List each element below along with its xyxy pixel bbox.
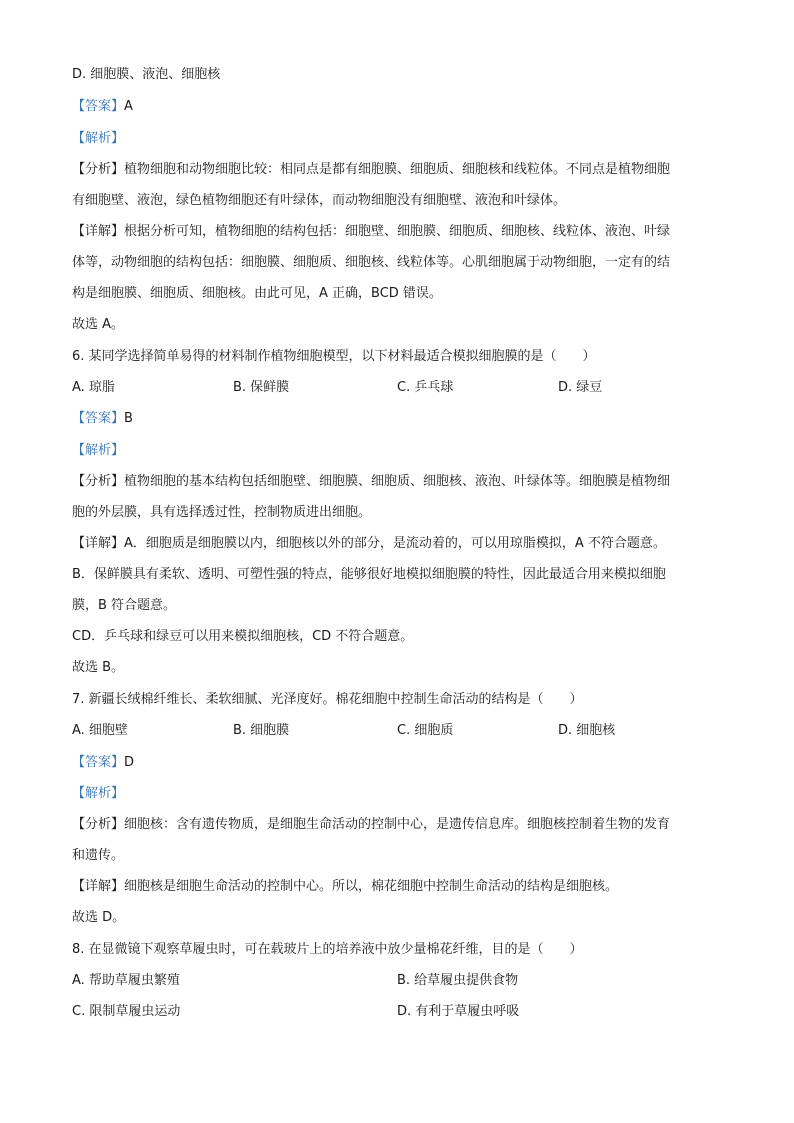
xiangjie-tag: 【详解】 (72, 536, 125, 551)
q7-option-b: B. 细胞膜 (233, 723, 290, 738)
fenxi-text: 细胞核：含有遗传物质，是细胞生命活动的控制中心，是遗传信息库。细胞核控制着生物的发育 (124, 817, 671, 832)
xiangjie-tag: 【详解】 (72, 224, 125, 239)
analysis-tag: 【解析】 (72, 131, 125, 146)
q7-answer-line (72, 754, 134, 772)
q6-fenxi-line-2: 胞的外层膜，具有选择透过性，控制物质进出细胞。 (72, 505, 372, 520)
q5-fenxi-line-2: 有细胞壁、液泡，绿色植物细胞还有叶绿体，而动物细胞没有细胞壁、液泡和叶绿体。 (72, 193, 567, 208)
q5-xiangjie-line-3: 构是细胞膜、细胞质、细胞核。由此可见，A 正确，BCD 错误。 (72, 286, 442, 301)
q8-stem: 8. 在显微镜下观察草履虫时，可在载玻片上的培养液中放少量棉花纤维，目的是（ ） (72, 942, 583, 957)
fenxi-text: 植物细胞的基本结构包括细胞壁、细胞膜、细胞质、细胞核、液泡、叶绿体等。细胞膜是植物细 (124, 474, 671, 489)
q7-fenxi-line-2: 和遗传。 (72, 848, 125, 863)
q5-option-d: D. 细胞膜、液泡、细胞核 (72, 67, 221, 82)
q5-conclusion: 故选 A。 (72, 317, 125, 332)
q7-option-a: A. 细胞壁 (72, 723, 128, 738)
q7-stem: 7. 新疆长绒棉纤维长、柔软细腻、光泽度好。棉花细胞中控制生命活动的结构是（ ） (72, 692, 583, 707)
q8-option-b: B. 给草履虫提供食物 (397, 973, 519, 988)
q7-conclusion: 故选 D。 (72, 910, 126, 925)
xiangjie-text: 细胞核是细胞生命活动的控制中心。所以，棉花细胞中控制生命活动的结构是细胞核。 (124, 879, 619, 894)
answer-tag: 【答案】 (72, 99, 125, 114)
q7-option-d: D. 细胞核 (558, 723, 616, 738)
answer-value: D (124, 755, 135, 770)
q5-answer-line (72, 98, 133, 116)
fenxi-tag: 【分析】 (72, 817, 125, 832)
q6-xiangjie-line-1 (72, 535, 666, 553)
q6-option-b: B. 保鲜膜 (233, 380, 290, 395)
q6-stem: 6. 某同学选择简单易得的材料制作植物细胞模型，以下材料最适合模拟细胞膜的是（ ） (72, 349, 596, 364)
q6-option-a: A. 琼脂 (72, 380, 115, 395)
q7-xiangjie-line-1 (72, 878, 618, 896)
q5-xiangjie-line-1 (72, 223, 670, 241)
q8-option-a: A. 帮助草履虫繁殖 (72, 973, 180, 988)
q6-xiangjie-line-3: 膜，B 符合题意。 (72, 598, 177, 613)
xiangjie-tag: 【详解】 (72, 879, 125, 894)
fenxi-tag: 【分析】 (72, 162, 125, 177)
xiangjie-text: A．细胞质是细胞膜以内，细胞核以外的部分，是流动着的，可以用琼脂模拟，A 不符合题意。 (124, 536, 666, 551)
q8-option-d: D. 有利于草履虫呼吸 (397, 1004, 520, 1019)
q7-option-c: C. 细胞质 (397, 723, 454, 738)
answer-tag: 【答案】 (72, 755, 125, 770)
answer-value: A (124, 99, 133, 114)
analysis-tag: 【解析】 (72, 443, 125, 458)
q5-fenxi-line-1 (72, 161, 670, 179)
fenxi-tag: 【分析】 (72, 474, 125, 489)
q6-option-d: D. 绿豆 (558, 380, 603, 395)
q6-conclusion: 故选 B。 (72, 660, 125, 675)
analysis-tag: 【解析】 (72, 786, 125, 801)
answer-tag: 【答案】 (72, 411, 125, 426)
q6-fenxi-line-1 (72, 473, 670, 491)
q6-answer-line (72, 410, 133, 428)
q8-option-c: C. 限制草履虫运动 (72, 1004, 181, 1019)
q7-fenxi-line-1 (72, 816, 670, 834)
q5-xiangjie-line-2: 体等，动物细胞的结构包括：细胞膜、细胞质、细胞核、线粒体等。心肌细胞属于动物细胞，一定有的结 (72, 255, 671, 270)
q6-xiangjie-line-2: B．保鲜膜具有柔软、透明、可塑性强的特点，能够很好地模拟细胞膜的特性，因此最适合用来模拟细胞 (72, 567, 666, 582)
xiangjie-text: 根据分析可知，植物细胞的结构包括：细胞壁、细胞膜、细胞质、细胞核、线粒体、液泡、叶绿 (124, 224, 671, 239)
answer-value: B (124, 411, 133, 426)
q6-option-c: C. 乒乓球 (397, 380, 454, 395)
fenxi-text: 植物细胞和动物细胞比较：相同点是都有细胞膜、细胞质、细胞核和线粒体。不同点是植物细胞 (124, 162, 671, 177)
q6-xiangjie-line-4: CD．乒乓球和绿豆可以用来模拟细胞核，CD 不符合题意。 (72, 629, 414, 644)
